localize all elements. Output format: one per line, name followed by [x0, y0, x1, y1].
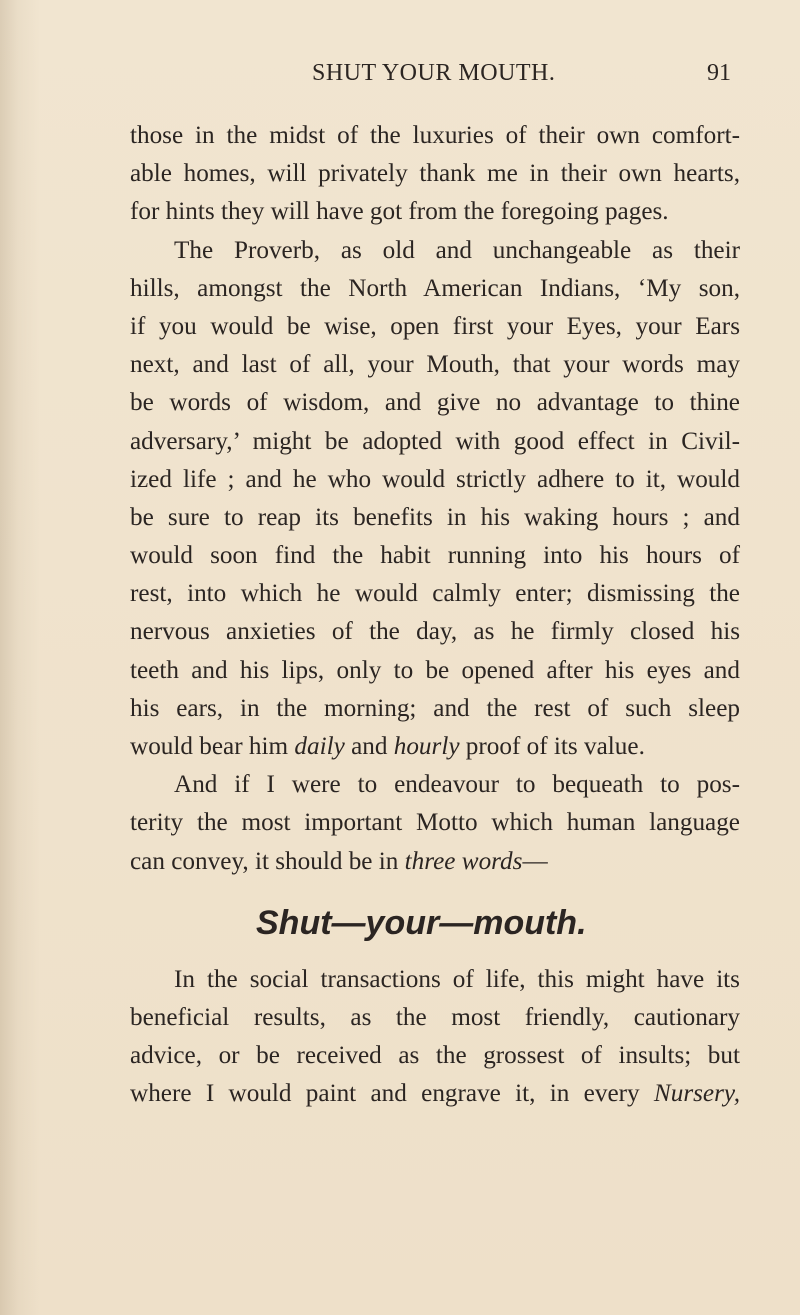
text-line: would soon find the habit running into his hours of — [130, 542, 740, 570]
italic-nursery: Nursery, — [653, 1080, 740, 1108]
text-line: if you would be wise, open first your Eyes, your Ears — [130, 312, 740, 340]
text-line: advice, or be received as the grossest of insults; but — [130, 1042, 740, 1070]
italic-daily: daily — [294, 733, 345, 760]
text-line: be words of wisdom, and give no advantage to thine — [130, 389, 740, 417]
text-line: nervous anxieties of the day, as he firmly closed his — [130, 618, 740, 646]
text-run: proof of its value. — [459, 733, 645, 760]
text-line — [130, 728, 740, 766]
text-line: rest, into which he would calmly enter; dismissing the — [130, 580, 740, 608]
italic-hourly: hourly — [393, 733, 460, 760]
italic-three-words: three words — [404, 847, 523, 875]
text-line: And if I were to endeavour to bequeath to pos- — [174, 771, 740, 799]
motto-heading: Shut—your—mouth. — [256, 903, 587, 942]
text-line: be sure to reap its benefits in his waking hours ; and — [130, 503, 740, 531]
text-line: teeth and his lips, only to be opened after his eyes and — [130, 656, 740, 684]
text-run: can convey, it should be in — [130, 847, 405, 875]
text-line: for hints they will have got from the foregoing pages. — [130, 198, 669, 226]
text-line: beneficial results, as the most friendly, cautionary — [130, 1003, 740, 1031]
running-head: SHUT YOUR MOUTH. — [312, 60, 556, 86]
text-run: where I would paint and engrave it, in every — [130, 1080, 654, 1108]
paragraph-2 — [130, 232, 740, 767]
text-line: able homes, will privately thank me in their own hearts, — [130, 160, 740, 188]
text-line: ized life ; and he who would strictly adhere to it, would — [130, 465, 740, 493]
paragraph-3 — [130, 766, 740, 881]
text-line: In the social transactions of life, this might have its — [174, 965, 740, 993]
text-line: those in the midst of the luxuries of their own comfort- — [130, 122, 740, 149]
text-run: — — [522, 847, 548, 875]
text-line — [130, 1075, 740, 1113]
body-text — [130, 117, 740, 1114]
text-line: terity the most important Motto which human language — [130, 809, 740, 837]
page-header — [0, 60, 800, 90]
text-line — [130, 843, 740, 881]
text-line: adversary,’ might be adopted with good effect in Civil- — [130, 427, 740, 455]
text-line: his ears, in the morning; and the rest of such sleep — [130, 694, 740, 722]
text-line: hills, amongst the North American Indians, ‘My son, — [130, 274, 740, 302]
text-line: The Proverb, as old and unchangeable as their — [174, 236, 740, 264]
text-run: and — [344, 733, 394, 760]
page-number: 91 — [707, 60, 731, 86]
paragraph-1 — [130, 117, 740, 232]
text-line: next, and last of all, your Mouth, that your words may — [130, 351, 740, 379]
paragraph-4 — [130, 961, 740, 1114]
text-run: would bear him — [130, 733, 295, 760]
